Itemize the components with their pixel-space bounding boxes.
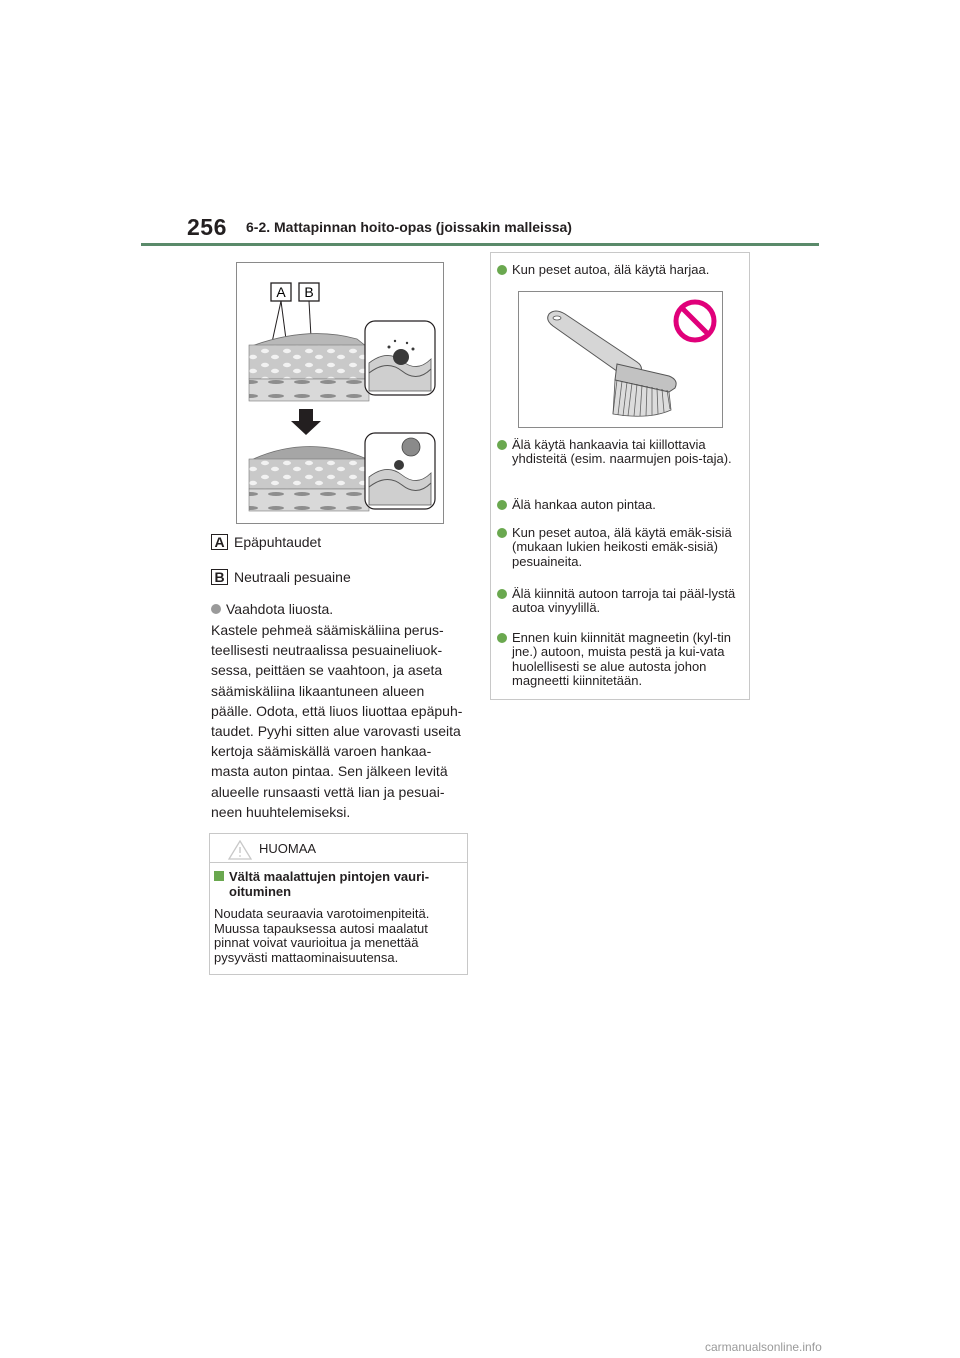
callout-a — [271, 283, 291, 301]
precaution-text: Älä käytä hankaavia tai kiillottavia yhdisteitä (esim. naarmujen pois-taja). — [512, 437, 732, 467]
section-title: 6-2. Mattapinnan hoito-opas (joissakin malleissa) — [246, 219, 572, 235]
foam-cleaning-figure — [236, 262, 444, 524]
svg-text:B: B — [304, 284, 314, 300]
left-bullet-item — [211, 601, 333, 617]
label-b-row — [211, 569, 351, 585]
precaution-item — [497, 263, 742, 277]
warning-triangle-icon — [228, 840, 252, 860]
precaution-item — [497, 526, 742, 569]
precaution-item — [497, 631, 742, 689]
footer-watermark: carmanualsonline.info — [705, 1340, 822, 1354]
precaution-item — [497, 587, 742, 616]
precaution-item — [497, 438, 742, 467]
label-a-box: A — [211, 534, 228, 550]
square-bullet-icon — [214, 871, 224, 881]
precaution-item — [497, 498, 742, 512]
left-bullet-text: Vaahdota liuosta. — [226, 601, 334, 617]
notice-title: HUOMAA — [259, 841, 317, 856]
label-b-text: Neutraali pesuaine — [234, 569, 351, 585]
page-number: 256 — [187, 214, 227, 240]
bullet-icon — [497, 589, 507, 599]
bullet-icon — [497, 265, 507, 275]
precautions-box — [490, 252, 750, 700]
precaution-text: Kun peset autoa, älä käytä emäk-sisiä (mukaan lukien heikosti emäk-sisiä) pesuaineita. — [512, 525, 732, 569]
precaution-text: Ennen kuin kiinnität magneetin (kyl-tin jne.) autoon, muista pestä ja kui-vata huolellisesti se alue autosta johon magneetti kiinnitetään. — [512, 630, 731, 689]
notice-subtitle — [214, 869, 464, 899]
label-b-box: B — [211, 569, 228, 585]
notice-box — [209, 833, 468, 975]
bullet-icon — [497, 633, 507, 643]
precaution-text: Kun peset autoa, älä käytä harjaa. — [512, 262, 710, 277]
label-a-text: Epäpuhtaudet — [234, 534, 322, 550]
callout-b — [299, 283, 319, 301]
header-divider — [141, 243, 819, 246]
bullet-icon — [497, 500, 507, 510]
notice-header — [210, 834, 467, 863]
precaution-text: Älä kiinnitä autoon tarroja tai pääl-lystä autoa vinyylillä. — [512, 586, 736, 616]
precaution-text: Älä hankaa auton pintaa. — [512, 497, 656, 512]
svg-text:A: A — [276, 284, 286, 300]
label-a-row — [211, 534, 321, 550]
brush-prohibited-figure — [518, 291, 723, 428]
notice-body: Noudata seuraavia varotoimenpiteitä. Muussa tapauksessa autosi maalatut pinnat voivat vaurioitua ja menettää pysyvästi mattaominaisuutensa. — [214, 906, 430, 965]
bullet-icon — [497, 440, 507, 450]
bullet-icon — [211, 604, 221, 614]
prohibited-icon — [676, 302, 714, 340]
notice-subtitle-text: Vältä maalattujen pintojen vauri-oituminen — [229, 869, 430, 899]
instruction-paragraph: Kastele pehmeä säämiskäliina perus-teellisesti neutraalissa pesuaineliuok-sessa, peittäen se vaahtoon, ja aseta säämiskäliina likaantuneen alueen päälle. Odota, että liuos liuottaa epäpuh-taudet. Pyyhi sitten alue varovasti useita kertoja säämiskällä varoen hankaa-masta auton pintaa. Sen jälkeen levitä alueelle runsaasti vettä lian ja pesuai-neen huuhtelemiseksi. — [211, 622, 463, 820]
bullet-icon — [497, 528, 507, 538]
